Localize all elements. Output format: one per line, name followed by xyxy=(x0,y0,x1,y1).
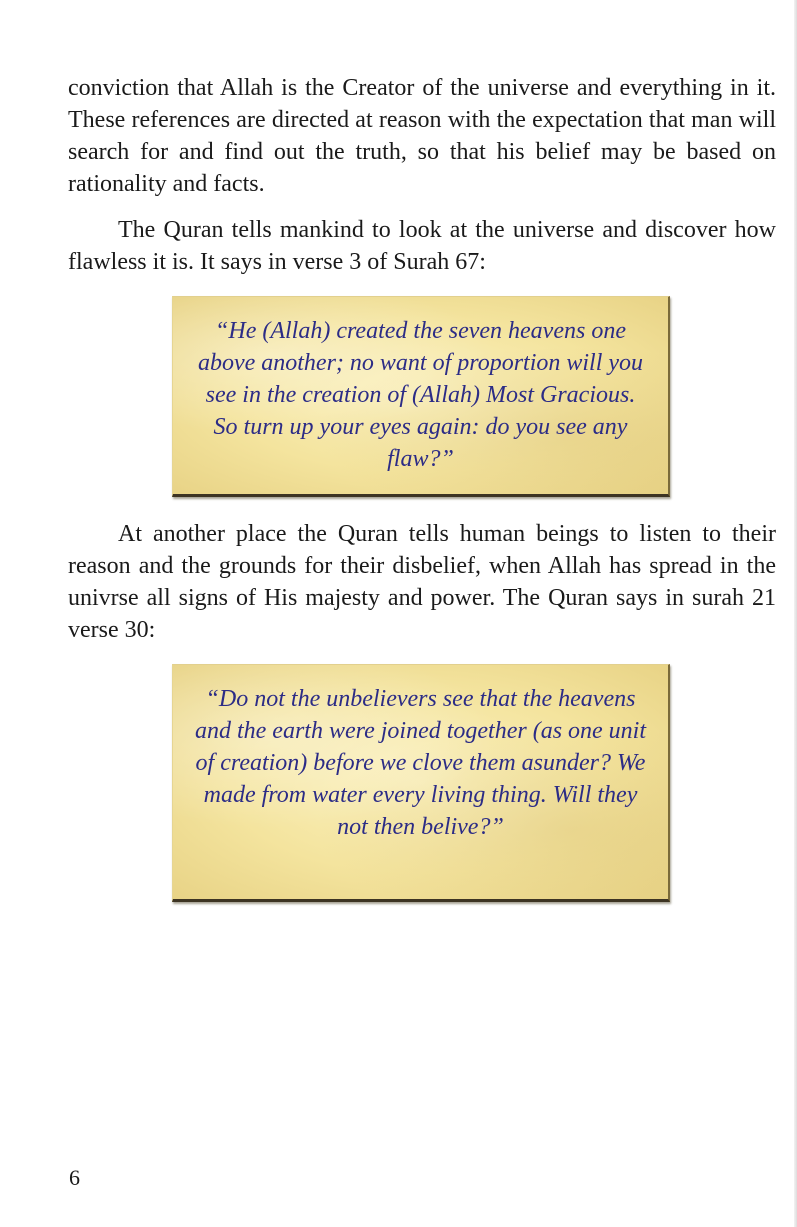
quote-text-surah-21: “Do not the unbelievers see that the heavens and the earth were joined together (as one unit of creation) before we clove them asunder? We made from water every living thing. Will they not then belive?” xyxy=(194,686,647,840)
quote-box-surah-67 xyxy=(172,296,670,497)
body-paragraph-2: The Quran tells mankind to look at the universe and discover how flawless it is. It says in verse 3 of Surah 67: xyxy=(68,217,776,275)
body-paragraph-1: conviction that Allah is the Creator of the universe and everything in it. These references are directed at reason with the expectation that man will search for and find out the truth, so that his belief may be based on rationality and facts. xyxy=(68,75,776,197)
body-paragraph-3: At another place the Quran tells human beings to listen to their reason and the grounds for their disbelief, when Allah has spread in the univrse all signs of His majesty and power. The Quran says in surah 21 verse 30: xyxy=(68,521,776,643)
quote-box-surah-21 xyxy=(172,664,670,902)
page-number: 6 xyxy=(69,1165,80,1190)
quote-text-surah-67: “He (Allah) created the seven heavens one above another; no want of proportion will you see in the creation of (Allah) Most Gracious. So turn up your eyes again: do you see any flaw?” xyxy=(197,318,644,472)
